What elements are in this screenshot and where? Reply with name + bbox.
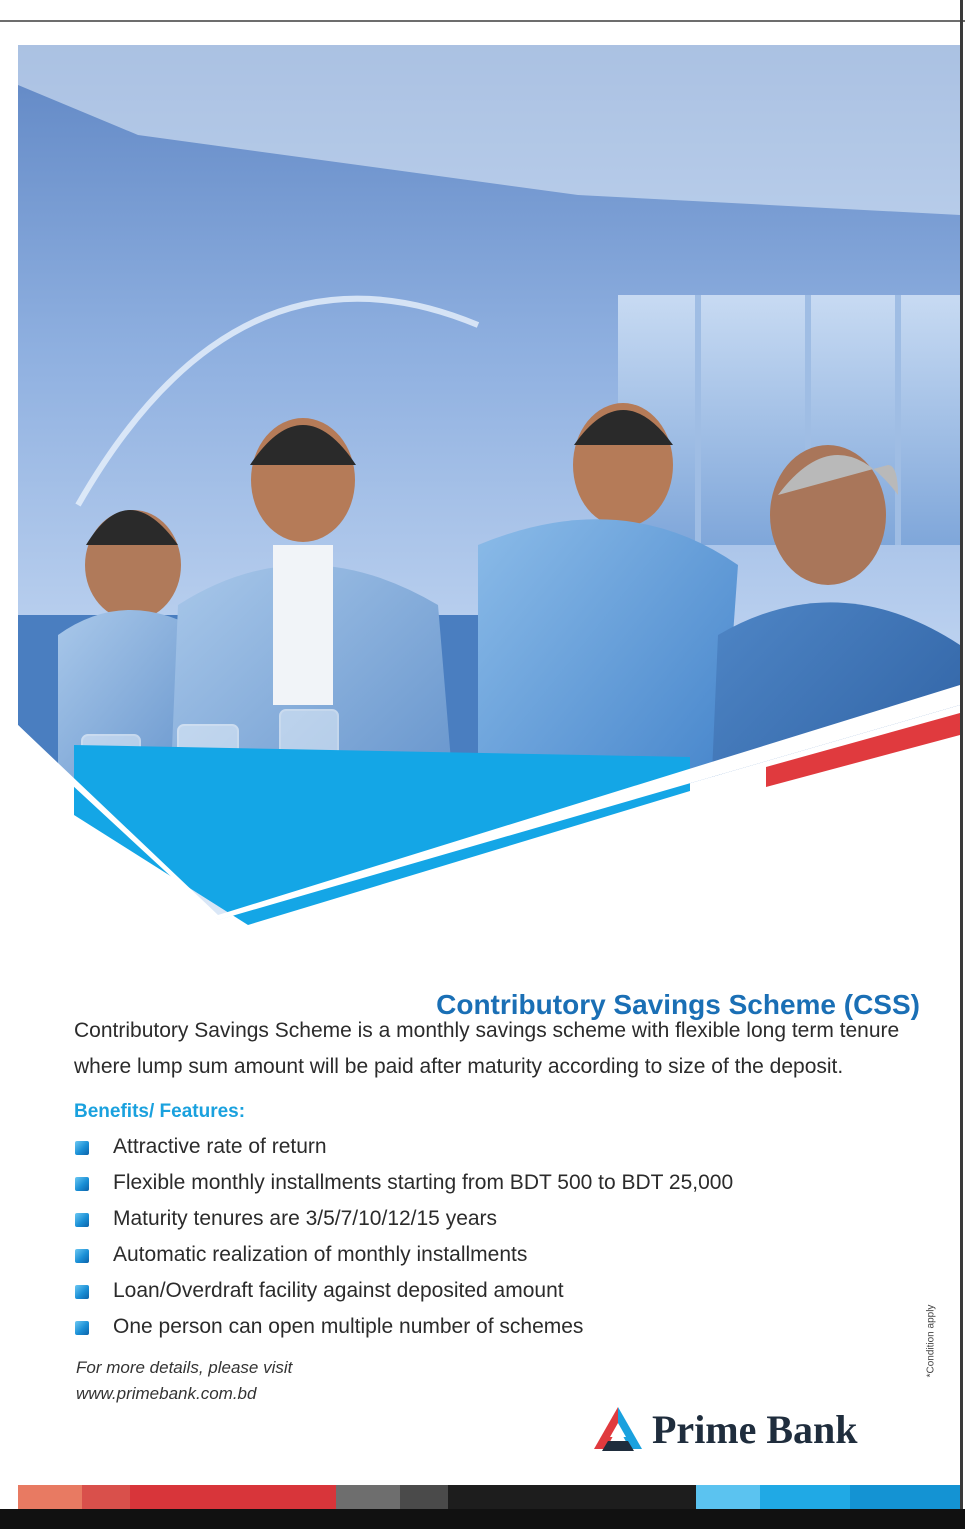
list-item (74, 1201, 733, 1237)
family-photo (18, 45, 960, 925)
color-strip-segment (760, 1485, 850, 1509)
square-bullet-icon (75, 1177, 89, 1191)
square-bullet-icon (75, 1141, 89, 1155)
square-bullet-icon (75, 1249, 89, 1263)
top-rule (0, 20, 965, 22)
list-item (74, 1129, 733, 1165)
benefits-list (74, 1129, 733, 1345)
condition-text: *Condition apply (925, 1304, 937, 1378)
website-link[interactable]: www.primebank.com.bd (76, 1384, 257, 1403)
list-item (74, 1165, 733, 1201)
square-bullet-icon (75, 1321, 89, 1335)
color-strip-segment (448, 1485, 696, 1509)
color-strip (18, 1485, 960, 1509)
benefit-text: Maturity tenures are 3/5/7/10/12/15 years (113, 1207, 498, 1230)
list-item (74, 1237, 733, 1273)
square-bullet-icon (75, 1213, 89, 1227)
prime-bank-logo-icon (592, 1405, 644, 1453)
prime-bank-logo (592, 1401, 858, 1457)
visit-info (76, 1355, 292, 1407)
benefits-heading: Benefits/ Features: (74, 1101, 246, 1122)
list-item (74, 1309, 733, 1345)
visit-text: For more details, please visit (76, 1358, 293, 1377)
list-item (74, 1273, 733, 1309)
color-strip-segment (18, 1485, 82, 1509)
color-strip-segment (696, 1485, 760, 1509)
condition-note (916, 1281, 946, 1401)
color-strip-segment (336, 1485, 400, 1509)
color-strip-segment (130, 1485, 336, 1509)
bottom-band (0, 1509, 965, 1529)
benefit-text: Loan/Overdraft facility against deposited amount (113, 1279, 564, 1302)
intro-text: Contributory Savings Scheme is a monthly savings scheme with flexible long term tenure where lump sum amount will be paid after maturity according to size of the deposit. (74, 1019, 900, 1078)
color-strip-segment (850, 1485, 960, 1509)
right-rule (960, 0, 963, 1529)
benefit-text: One person can open multiple number of schemes (113, 1315, 584, 1338)
benefit-text: Attractive rate of return (113, 1135, 327, 1158)
benefit-text: Flexible monthly installments starting from BDT 500 to BDT 25,000 (113, 1171, 734, 1194)
color-strip-segment (82, 1485, 130, 1509)
square-bullet-icon (75, 1285, 89, 1299)
headline: Contributory Savings Scheme (CSS) (436, 989, 920, 1020)
brand-name: Prime Bank (652, 1406, 858, 1452)
color-strip-segment (400, 1485, 448, 1509)
advertisement (18, 45, 960, 1509)
benefit-text: Automatic realization of monthly installments (113, 1243, 528, 1266)
